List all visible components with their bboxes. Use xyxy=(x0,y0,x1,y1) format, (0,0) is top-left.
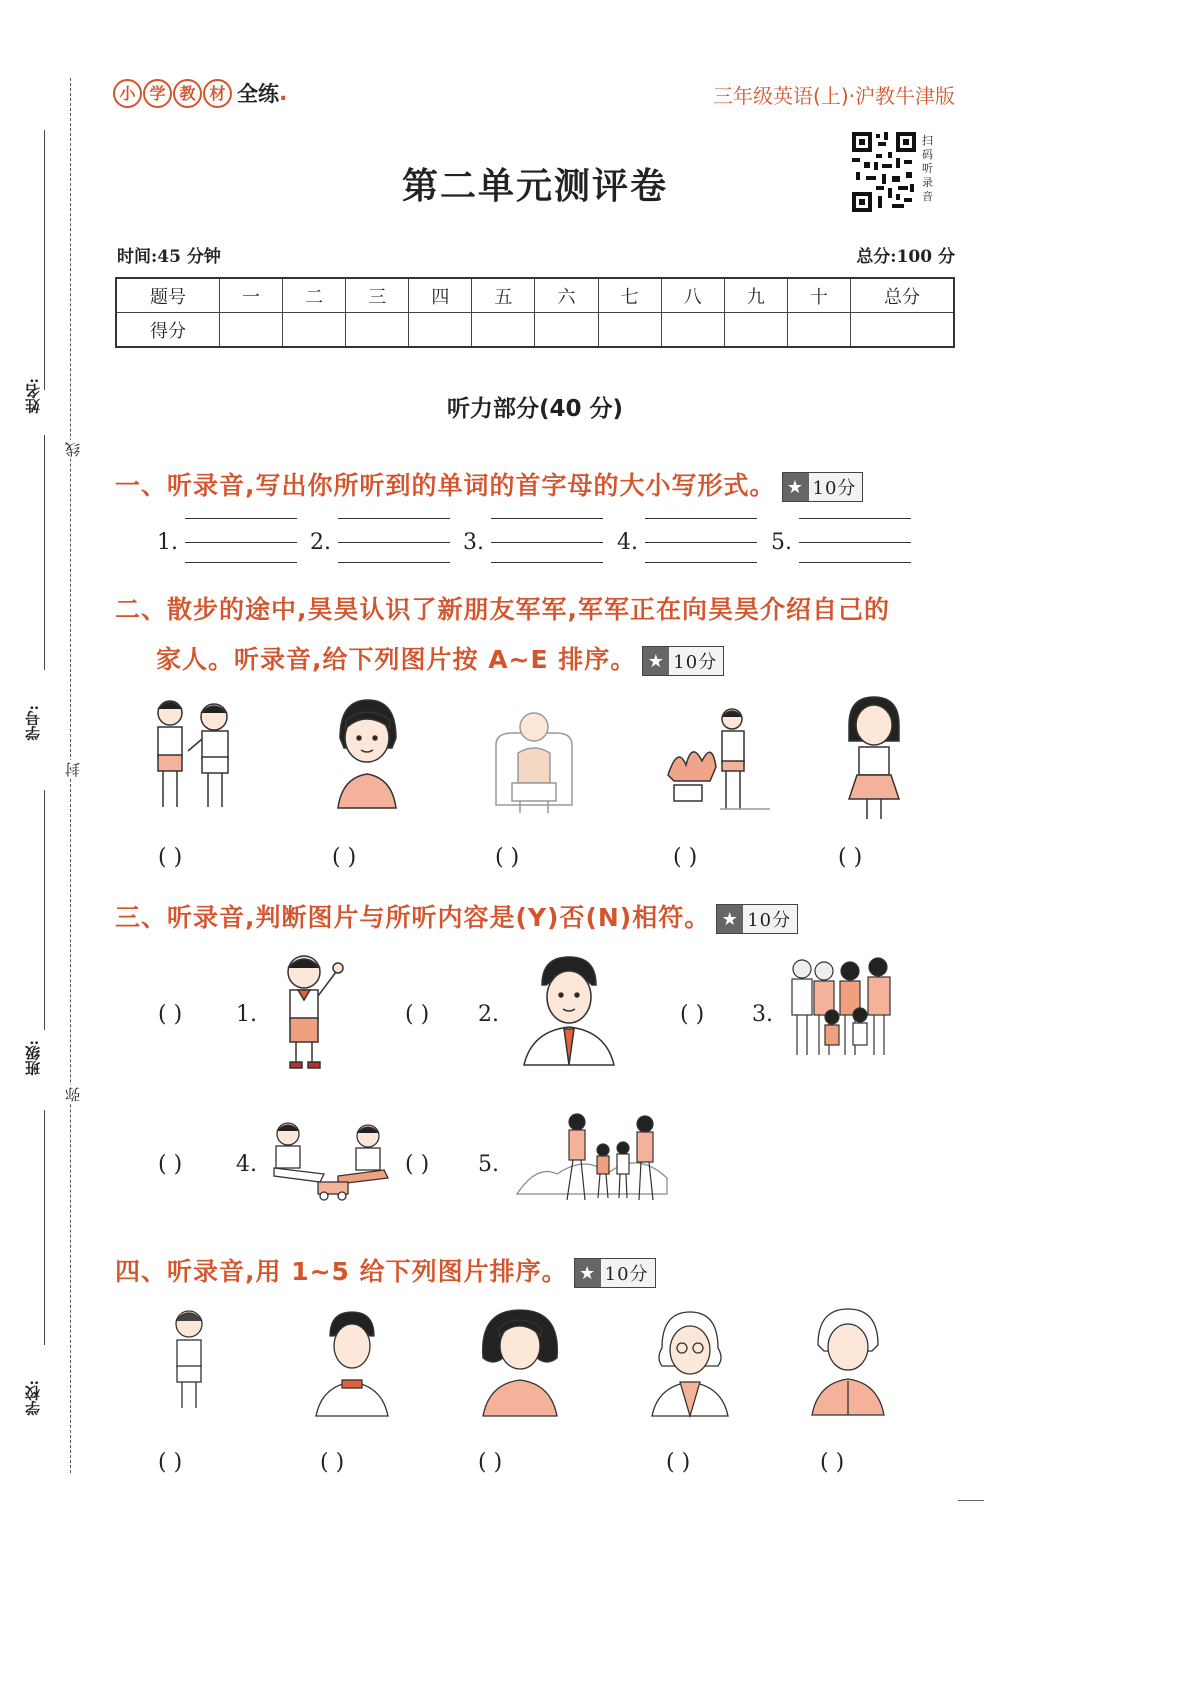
brand-text: 全练 xyxy=(237,82,279,106)
listening-part-heading: 听力部分(40 分) xyxy=(446,396,624,422)
points-badge xyxy=(716,904,798,934)
answer-line[interactable] xyxy=(338,562,450,563)
star-icon: ★ xyxy=(717,905,743,933)
brand-char-3: 教 xyxy=(173,79,202,108)
order-paren-4[interactable]: ( ) xyxy=(666,1450,691,1475)
school-line xyxy=(44,1110,45,1345)
grandfather-in-armchair-image xyxy=(490,705,578,815)
answer-line[interactable] xyxy=(799,542,911,543)
qr-code-icon[interactable] xyxy=(852,132,916,212)
grandfather-image xyxy=(648,1308,733,1418)
blank-4[interactable] xyxy=(617,530,638,555)
family-group-image xyxy=(788,955,903,1070)
item-number-2: 2. xyxy=(478,1002,499,1027)
score-table xyxy=(115,277,955,348)
score-header-cell: 九 xyxy=(724,278,787,313)
item-number-3: 3. xyxy=(752,1002,773,1027)
section-2-text: 家人。听录音,给下列图片按 A~E 排序。 xyxy=(156,645,637,674)
score-header-cell: 七 xyxy=(598,278,661,313)
score-header-cell: 三 xyxy=(346,278,409,313)
points-text: 10分 xyxy=(812,478,857,499)
blank-number: 5. xyxy=(771,530,792,555)
answer-line[interactable] xyxy=(645,542,757,543)
blank-number: 1. xyxy=(157,530,178,555)
school-label: 学校: xyxy=(24,1380,42,1416)
order-paren-2[interactable]: ( ) xyxy=(320,1450,345,1475)
class-label: 班级: xyxy=(24,1040,42,1076)
brand-dot: . xyxy=(279,80,288,106)
order-paren-5[interactable]: ( ) xyxy=(820,1450,845,1475)
yn-paren-5[interactable]: ( ) xyxy=(405,1152,430,1177)
score-cell[interactable] xyxy=(535,313,598,348)
points-text: 10分 xyxy=(604,1264,649,1285)
score-header-cell: 八 xyxy=(661,278,724,313)
order-paren-1[interactable]: ( ) xyxy=(158,1450,183,1475)
answer-line[interactable] xyxy=(491,542,603,543)
boy-image xyxy=(165,1308,213,1418)
two-boys-image xyxy=(148,695,244,820)
section-3-heading xyxy=(115,898,798,934)
brand-char-4: 材 xyxy=(203,79,232,108)
answer-line[interactable] xyxy=(491,518,603,519)
score-header-cell: 十 xyxy=(787,278,850,313)
score-cell[interactable] xyxy=(787,313,850,348)
section-2-heading-line2 xyxy=(156,640,724,676)
blank-3[interactable] xyxy=(463,530,484,555)
order-paren-3[interactable]: ( ) xyxy=(478,1450,503,1475)
qr-label-char: 录 xyxy=(922,176,933,189)
answer-line[interactable] xyxy=(185,542,297,543)
section-1-text: 一、听录音,写出你所听到的单词的首字母的大小写形式。 xyxy=(115,471,776,500)
yn-paren-3[interactable]: ( ) xyxy=(680,1002,705,1027)
name-label: 姓名: xyxy=(24,378,42,414)
score-cell[interactable] xyxy=(283,313,346,348)
score-header-cell: 五 xyxy=(472,278,535,313)
score-cell[interactable] xyxy=(598,313,661,348)
score-table-header-row xyxy=(116,278,954,313)
waving-boy-image xyxy=(268,950,348,1075)
qr-label xyxy=(922,134,934,204)
score-cell[interactable] xyxy=(851,313,955,348)
answer-line[interactable] xyxy=(799,562,911,563)
brand-char-2: 学 xyxy=(143,79,172,108)
blank-5[interactable] xyxy=(771,530,792,555)
id-label: 学号: xyxy=(24,705,42,741)
blank-number: 2. xyxy=(310,530,331,555)
man-portrait-image xyxy=(520,955,618,1067)
item-number-4: 4. xyxy=(236,1152,257,1177)
points-badge xyxy=(574,1258,656,1288)
answer-line[interactable] xyxy=(645,518,757,519)
answer-paren-a[interactable]: ( ) xyxy=(158,845,183,870)
answer-line[interactable] xyxy=(491,562,603,563)
series-label: 三年级英语(上)·沪教牛津版 xyxy=(713,84,955,108)
answer-paren-d[interactable]: ( ) xyxy=(673,845,698,870)
score-header-cell: 题号 xyxy=(116,278,220,313)
answer-line[interactable] xyxy=(185,562,297,563)
score-cell[interactable] xyxy=(346,313,409,348)
qr-label-char: 音 xyxy=(922,190,933,203)
qr-label-char: 扫 xyxy=(922,134,933,147)
answer-paren-b[interactable]: ( ) xyxy=(332,845,357,870)
cut-mark-seal: 封 xyxy=(64,762,82,777)
star-icon: ★ xyxy=(575,1259,601,1287)
score-header-cell: 四 xyxy=(409,278,472,313)
score-table-row xyxy=(116,313,954,348)
star-icon: ★ xyxy=(783,473,809,501)
answer-line[interactable] xyxy=(799,518,911,519)
blank-number: 3. xyxy=(463,530,484,555)
answer-paren-c[interactable]: ( ) xyxy=(495,845,520,870)
qr-label-char: 码 xyxy=(922,148,933,161)
item-number-1: 1. xyxy=(236,1002,257,1027)
family-walking-image xyxy=(515,1110,675,1210)
answer-line[interactable] xyxy=(185,518,297,519)
blank-1[interactable] xyxy=(157,530,178,555)
girl-in-dress-image xyxy=(843,695,905,825)
yn-paren-4[interactable]: ( ) xyxy=(158,1152,183,1177)
father-image xyxy=(312,1310,392,1418)
score-row-label: 得分 xyxy=(116,313,220,348)
score-header-cell: 一 xyxy=(220,278,283,313)
blank-2[interactable] xyxy=(310,530,331,555)
points-badge xyxy=(782,472,864,502)
section-4-heading xyxy=(115,1252,656,1288)
time-limit: 时间:45 分钟 xyxy=(117,247,221,267)
answer-line[interactable] xyxy=(338,542,450,543)
class-line xyxy=(44,790,45,1030)
score-cell[interactable] xyxy=(409,313,472,348)
cut-mark-line: 线 xyxy=(64,442,82,457)
brand-logo xyxy=(113,78,287,108)
boys-playing-toy-car-image xyxy=(268,1120,393,1202)
section-4-text: 四、听录音,用 1~5 给下列图片排序。 xyxy=(115,1257,568,1286)
page-edge-mark xyxy=(958,1500,984,1501)
man-with-plant-image xyxy=(660,705,770,815)
mother-image xyxy=(475,1308,565,1418)
star-icon: ★ xyxy=(643,647,669,675)
id-line xyxy=(44,435,45,670)
points-text: 10分 xyxy=(747,910,792,931)
score-cell[interactable] xyxy=(661,313,724,348)
page-title: 第二单元测评卷 xyxy=(401,166,668,207)
qr-label-char: 听 xyxy=(922,162,933,175)
brand-char-1: 小 xyxy=(113,79,142,108)
score-cell[interactable] xyxy=(220,313,283,348)
score-header-cell: 总分 xyxy=(851,278,955,313)
answer-paren-e[interactable]: ( ) xyxy=(838,845,863,870)
grandmother-image xyxy=(808,1305,888,1417)
score-cell[interactable] xyxy=(472,313,535,348)
cut-mark-mi: 弥 xyxy=(64,1087,82,1102)
girl-portrait-image xyxy=(330,698,405,810)
total-score: 总分:100 分 xyxy=(856,247,955,267)
section-1-heading xyxy=(115,466,863,502)
score-header-cell: 六 xyxy=(535,278,598,313)
yn-paren-1[interactable]: ( ) xyxy=(158,1002,183,1027)
score-cell[interactable] xyxy=(724,313,787,348)
blank-number: 4. xyxy=(617,530,638,555)
points-badge xyxy=(642,646,724,676)
score-header-cell: 二 xyxy=(283,278,346,313)
yn-paren-2[interactable]: ( ) xyxy=(405,1002,430,1027)
item-number-5: 5. xyxy=(478,1152,499,1177)
answer-line[interactable] xyxy=(338,518,450,519)
section-2-heading-line1: 二、散步的途中,昊昊认识了新朋友军军,军军正在向昊昊介绍自己的 xyxy=(115,595,890,624)
section-3-text: 三、听录音,判断图片与所听内容是(Y)否(N)相符。 xyxy=(115,903,711,932)
points-text: 10分 xyxy=(673,652,718,673)
answer-line[interactable] xyxy=(645,562,757,563)
